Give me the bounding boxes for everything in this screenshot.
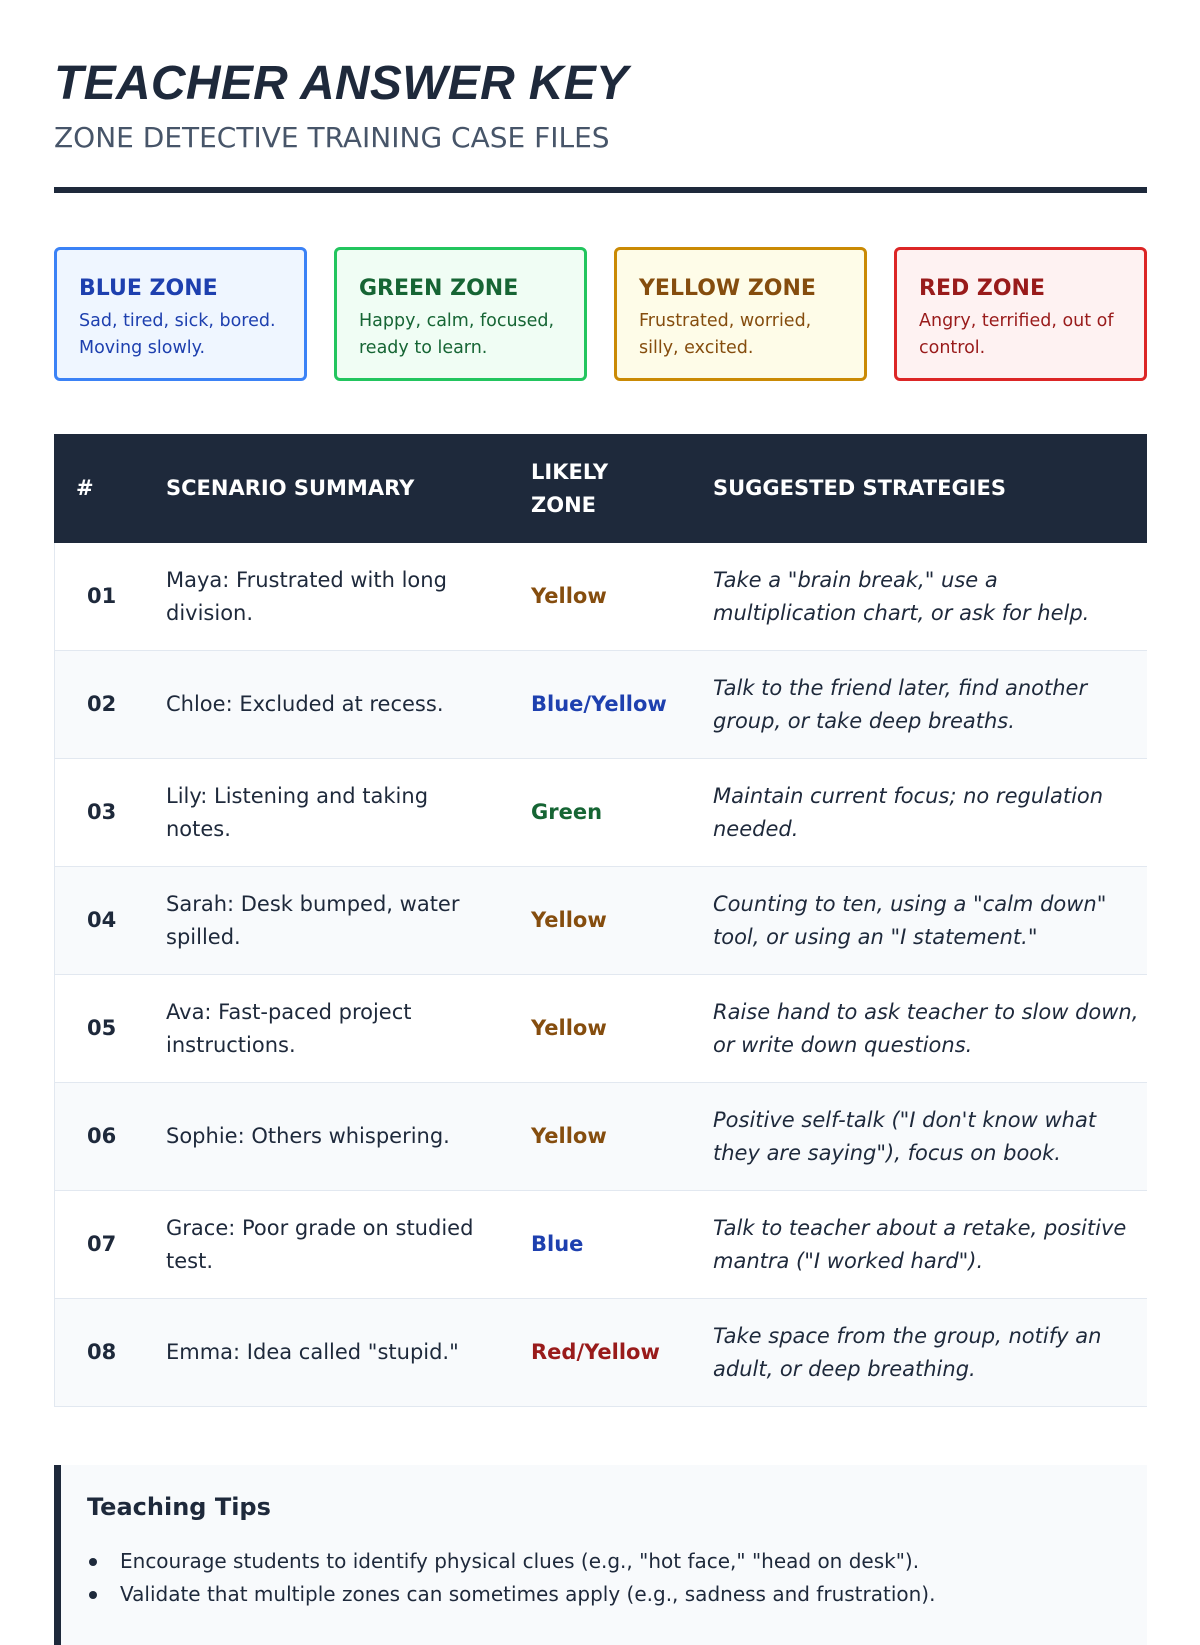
table-header bbox=[54, 434, 1147, 543]
zone-card-description: Sad, tired, sick, bored. Moving slowly. bbox=[79, 311, 276, 358]
suggested-strategy: Raise hand to ask teacher to slow down, or write down questions. bbox=[713, 999, 1139, 1057]
scenario-summary: Sarah: Desk bumped, water spilled. bbox=[166, 891, 460, 949]
table-row bbox=[55, 867, 1147, 975]
scenario-summary: Grace: Poor grade on studied test. bbox=[166, 1215, 474, 1273]
likely-zone: Blue bbox=[531, 1232, 584, 1256]
table-row bbox=[55, 1083, 1147, 1191]
column-header-strategy: SUGGESTED STRATEGIES bbox=[713, 476, 1006, 500]
suggested-strategy: Take a "brain break," use a multiplication chart, or ask for help. bbox=[713, 567, 1090, 625]
table-row bbox=[55, 1299, 1147, 1407]
table-row bbox=[55, 543, 1147, 651]
zone-card-green bbox=[334, 247, 587, 381]
table-row bbox=[55, 975, 1147, 1083]
page-title: TEACHER ANSWER KEY bbox=[54, 57, 629, 110]
scenario-summary: Chloe: Excluded at recess. bbox=[166, 692, 444, 716]
suggested-strategy: Counting to ten, using a "calm down" tool, or using an "I statement." bbox=[713, 891, 1107, 949]
likely-zone: Red/Yellow bbox=[531, 1340, 660, 1364]
case-number: 06 bbox=[87, 1124, 117, 1148]
zone-card-description: Happy, calm, focused, ready to learn. bbox=[359, 311, 555, 358]
zone-legend bbox=[54, 247, 1147, 381]
scenario-summary: Emma: Idea called "stupid." bbox=[166, 1340, 459, 1364]
bullet-icon bbox=[89, 1558, 97, 1566]
teaching-tip-text: Encourage students to identify physical clues (e.g., "hot face," "head on desk"). bbox=[120, 1549, 920, 1573]
suggested-strategy: Positive self-talk ("I don't know what they are saying"), focus on book. bbox=[713, 1107, 1097, 1165]
suggested-strategy: Talk to teacher about a retake, positive mantra ("I worked hard"). bbox=[713, 1215, 1127, 1273]
column-header-scenario: SCENARIO SUMMARY bbox=[166, 476, 415, 500]
zone-card-title: RED ZONE bbox=[919, 276, 1045, 301]
zone-card-blue bbox=[54, 247, 307, 381]
suggested-strategy: Talk to the friend later, find another group, or take deep breaths. bbox=[713, 675, 1088, 733]
zone-card-description: Angry, terrified, out of control. bbox=[919, 311, 1114, 358]
case-number: 08 bbox=[87, 1340, 117, 1364]
zone-card-title: YELLOW ZONE bbox=[639, 276, 816, 301]
teaching-tip-item bbox=[87, 1545, 935, 1578]
scenario-summary: Lily: Listening and taking notes. bbox=[166, 783, 429, 841]
table-row bbox=[55, 1191, 1147, 1299]
case-number: 01 bbox=[87, 584, 117, 608]
column-header-zone: LIKELY ZONE bbox=[531, 459, 609, 517]
suggested-strategy: Take space from the group, notify an adult, or deep breathing. bbox=[713, 1323, 1102, 1381]
teaching-tips-title: Teaching Tips bbox=[87, 1493, 271, 1521]
answer-table bbox=[54, 434, 1147, 1407]
scenario-summary: Ava: Fast-paced project instructions. bbox=[166, 999, 412, 1057]
teaching-tip-text: Validate that multiple zones can sometimes apply (e.g., sadness and frustration). bbox=[120, 1582, 936, 1606]
scenario-summary: Maya: Frustrated with long division. bbox=[166, 567, 447, 625]
likely-zone: Green bbox=[531, 800, 603, 824]
table-row bbox=[55, 651, 1147, 759]
table-row bbox=[55, 759, 1147, 867]
zone-card-red bbox=[894, 247, 1147, 381]
column-header-number: # bbox=[76, 476, 94, 500]
table-body bbox=[54, 543, 1147, 1407]
zone-card-yellow bbox=[614, 247, 867, 381]
scenario-summary: Sophie: Others whispering. bbox=[166, 1124, 450, 1148]
case-number: 07 bbox=[87, 1232, 117, 1256]
case-number: 05 bbox=[87, 1016, 117, 1040]
teaching-tips-list bbox=[87, 1545, 935, 1611]
likely-zone: Yellow bbox=[531, 584, 607, 608]
zone-card-title: BLUE ZONE bbox=[79, 276, 218, 301]
suggested-strategy: Maintain current focus; no regulation needed. bbox=[713, 783, 1104, 841]
teaching-tip-item bbox=[87, 1578, 935, 1611]
page-subtitle: ZONE DETECTIVE TRAINING CASE FILES bbox=[54, 121, 610, 154]
likely-zone: Yellow bbox=[531, 908, 607, 932]
case-number: 03 bbox=[87, 800, 117, 824]
teaching-tips-panel bbox=[54, 1465, 1147, 1645]
zone-card-title: GREEN ZONE bbox=[359, 276, 519, 301]
likely-zone: Yellow bbox=[531, 1124, 607, 1148]
bullet-icon bbox=[89, 1591, 97, 1599]
case-number: 02 bbox=[87, 692, 117, 716]
zone-card-description: Frustrated, worried, silly, excited. bbox=[639, 311, 812, 358]
header-divider bbox=[54, 187, 1147, 193]
case-number: 04 bbox=[87, 908, 117, 932]
likely-zone: Blue/Yellow bbox=[531, 692, 667, 716]
likely-zone: Yellow bbox=[531, 1016, 607, 1040]
